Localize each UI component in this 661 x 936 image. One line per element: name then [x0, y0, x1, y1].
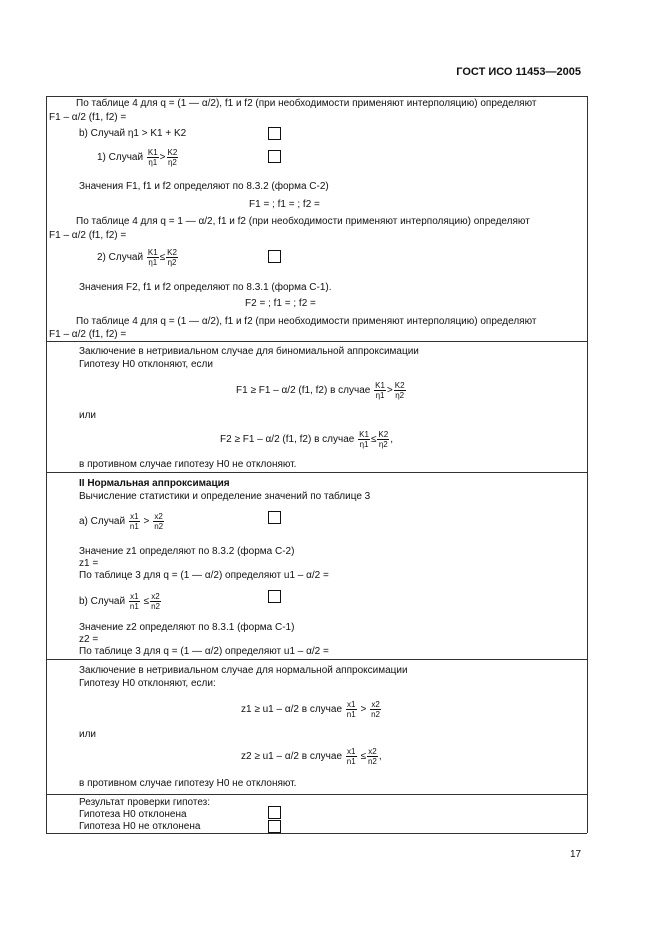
- fraction-k1-eta1: $\frac{K1}{\eta 1}$: [375, 381, 385, 400]
- fraction-x1-n1: $\frac{x1}{n1}$: [129, 592, 139, 611]
- normal-case-b-row: b) Случай $\frac{x1}{n1}$ ≤ $\frac{x2}{n2}$: [79, 592, 160, 611]
- frame-top-border: [46, 96, 587, 97]
- z1-definition: Значение z1 определяют по 8.3.2 (форма С-2): [79, 546, 295, 557]
- lookup-a-line2: F1 – α/2 (f1, f2) =: [49, 112, 127, 123]
- fraction-x2-n2: $\frac{x2}{n2}$: [371, 700, 381, 719]
- normal-otherwise: в противном случае гипотезу H0 не отклоняют.: [79, 778, 297, 789]
- normal-title: II Нормальная аппроксимация: [79, 478, 230, 489]
- checkbox-normal-case-b[interactable]: [268, 590, 281, 603]
- normal-condition-2: z2 ≥ u1 – α/2 в случае $\frac{x1}{n1}$ ≤ $\frac{x2}{n2}$ ,: [241, 747, 382, 766]
- normal-case-a-row: a) Случай $\frac{x1}{n1}$ > $\frac{x2}{n2}$: [79, 512, 164, 531]
- binom-conclusion-title: Заключение в нетривиальном случае для биномиальной аппроксимации: [79, 346, 419, 357]
- f1-values-line: F1 = ; f1 = ; f2 =: [249, 199, 320, 210]
- u-lookup-1: По таблице 3 для q = (1 — α/2) определяют u1 – α/2 =: [79, 570, 329, 581]
- fraction-k1-eta1: $\frac{K1}{\eta 1}$: [147, 248, 158, 267]
- binom-condition-1: F1 ≥ F1 – α/2 (f1, f2) в случае $\frac{K1}{\eta 1}$ > $\frac{K2}{\eta 2}$: [236, 381, 405, 400]
- divider-normal-conclusion: [46, 659, 587, 660]
- fraction-x2-n2: $\frac{x2}{n2}$: [154, 512, 164, 531]
- fraction-x1-n1: $\frac{x1}{n1}$: [346, 700, 356, 719]
- normal-condition-1: z1 ≥ u1 – α/2 в случае $\frac{x1}{n1}$ > $\frac{x2}{n2}$: [241, 700, 381, 719]
- normal-reject-if: Гипотезу H0 отклоняют, если:: [79, 678, 216, 689]
- result-rejected-label: Гипотеза H0 отклонена: [79, 809, 187, 820]
- frame-bottom-border: [46, 833, 587, 834]
- fraction-x1-n1: $\frac{x1}{n1}$: [346, 747, 356, 766]
- normal-or: или: [79, 729, 97, 740]
- standard-header: ГОСТ ИСО 11453—2005: [456, 66, 581, 78]
- case-b2-label: 2) Случай: [97, 252, 144, 264]
- binom-condition-2: F2 ≥ F1 – α/2 (f1, f2) в случае $\frac{K1}{\eta 1}$ ≤ $\frac{K2}{\eta 2}$ ,: [220, 430, 393, 449]
- fraction-x1-n1: $\frac{x1}{n1}$: [129, 512, 139, 531]
- checkbox-hypothesis-rejected[interactable]: [268, 806, 281, 819]
- binom-or: или: [79, 410, 97, 421]
- case-b1-row: 1) Случай $\frac{K1}{\eta 1}$ > $\frac{K2}{\eta 2}$: [97, 148, 178, 167]
- divider-normal: [46, 472, 587, 473]
- checkbox-normal-case-a[interactable]: [268, 511, 281, 524]
- lookup-b-line2: F1 – α/2 (f1, f2) =: [49, 230, 127, 241]
- divider-result: [46, 794, 587, 795]
- lookup-b-line1: По таблице 4 для q = 1 — α/2, f1 и f2 (при необходимости применяют интерполяцию) определяют: [76, 216, 530, 227]
- u-lookup-2: По таблице 3 для q = (1 — α/2) определяют u1 – α/2 =: [79, 646, 329, 657]
- lookup-c-line2: F1 – α/2 (f1, f2) =: [49, 329, 127, 340]
- fraction-x2-n2: $\frac{x2}{n2}$: [367, 747, 377, 766]
- z2-equation: z2 =: [79, 634, 99, 645]
- checkbox-case-b1[interactable]: [268, 150, 281, 163]
- values-f1-text: Значения F1, f1 и f2 определяют по 8.3.2 (форма С-2): [79, 181, 329, 192]
- fraction-k2-eta2: $\frac{K2}{\eta 2}$: [394, 381, 405, 400]
- case-b1-label: 1) Случай: [97, 152, 144, 164]
- lookup-a-line1: По таблице 4 для q = (1 — α/2), f1 и f2 (при необходимости применяют интерполяцию) определяют: [76, 98, 537, 109]
- fraction-k2-eta2: $\frac{K2}{\eta 2}$: [167, 148, 178, 167]
- normal-conclusion-title: Заключение в нетривиальном случае для нормальной аппроксимации: [79, 665, 408, 676]
- case-b2-row: 2) Случай $\frac{K1}{\eta 1}$ ≤ $\frac{K2}{\eta 2}$: [97, 248, 177, 267]
- binom-reject-if: Гипотезу H0 отклоняют, если: [79, 359, 213, 370]
- result-not-rejected-label: Гипотеза H0 не отклонена: [79, 821, 201, 832]
- fraction-k1-eta1: $\frac{K1}{\eta 1}$: [359, 430, 369, 449]
- checkbox-hypothesis-not-rejected[interactable]: [268, 820, 281, 833]
- z2-definition: Значение z2 определяют по 8.3.1 (форма С-1): [79, 622, 295, 633]
- fraction-k1-eta1: $\frac{K1}{\eta 1}$: [147, 148, 158, 167]
- result-title: Результат проверки гипотез:: [79, 797, 211, 808]
- checkbox-case-b2[interactable]: [268, 250, 281, 263]
- values-f2-text: Значения F2, f1 и f2 определяют по 8.3.1 (форма С-1).: [79, 282, 332, 293]
- z1-equation: z1 =: [79, 558, 99, 569]
- lookup-c-line1: По таблице 4 для q = (1 — α/2), f1 и f2 (при необходимости применяют интерполяцию) определяют: [76, 316, 537, 327]
- page-number: 17: [570, 849, 582, 860]
- case-b-label: b) Случай η1 > K1 + K2: [79, 128, 187, 139]
- checkbox-case-b[interactable]: [268, 127, 281, 140]
- normal-subtitle: Вычисление статистики и определение значений по таблице 3: [79, 491, 371, 502]
- fraction-k2-eta2: $\frac{K2}{\eta 2}$: [378, 430, 389, 449]
- divider-binom-conclusion: [46, 341, 587, 342]
- fraction-x2-n2: $\frac{x2}{n2}$: [151, 592, 160, 611]
- f2-values-line: F2 = ; f1 = ; f2 =: [245, 298, 316, 309]
- fraction-k2-eta2: $\frac{K2}{\eta 2}$: [167, 248, 177, 267]
- binom-otherwise: в противном случае гипотезу H0 не отклоняют.: [79, 459, 297, 470]
